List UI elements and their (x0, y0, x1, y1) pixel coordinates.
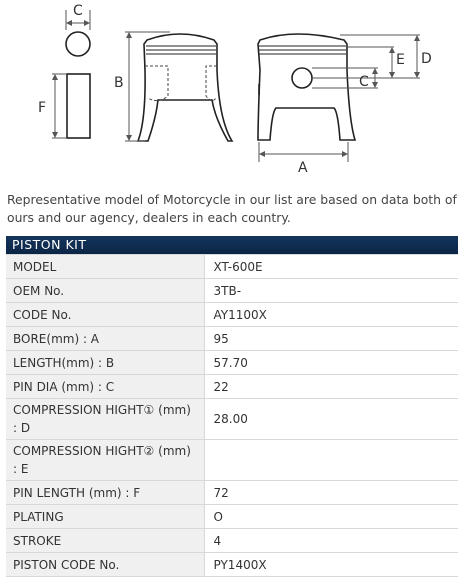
row-label: PLATING (6, 505, 204, 529)
label-f: F (38, 100, 47, 116)
spec-table (6, 254, 458, 577)
pin-circle (66, 32, 90, 56)
row-value: 95 (204, 327, 458, 351)
piston-diagram (0, 0, 464, 180)
row-label: COMPRESSION HIGHT② (mm) : E (6, 440, 204, 481)
row-value: 22 (204, 375, 458, 399)
table-row (6, 255, 458, 279)
description-text: Representative model of Motorcycle in our list are based on data both of ours and our agency, dealers in each country. (7, 192, 457, 225)
row-label: COMPRESSION HIGHT① (mm) : D (6, 399, 204, 440)
row-label: BORE(mm) : A (6, 327, 204, 351)
row-value: 72 (204, 481, 458, 505)
label-c-pin: C (359, 74, 369, 90)
table-row (6, 440, 458, 481)
row-value: 28.00 (204, 399, 458, 440)
row-value: 4 (204, 529, 458, 553)
pin-bore-circle (292, 68, 312, 88)
piston-kit-header: PISTON KIT (6, 236, 458, 254)
pin-side (67, 74, 90, 138)
row-label: PIN DIA (mm) : C (6, 375, 204, 399)
row-value: 3TB- (204, 279, 458, 303)
table-row (6, 529, 458, 553)
row-value: PY1400X (204, 553, 458, 577)
row-label: PISTON CODE No. (6, 553, 204, 577)
row-label: CODE No. (6, 303, 204, 327)
label-e: E (396, 52, 405, 68)
row-label: MODEL (6, 255, 204, 279)
table-row (6, 375, 458, 399)
table-row (6, 279, 458, 303)
row-value: O (204, 505, 458, 529)
row-value: AY1100X (204, 303, 458, 327)
row-label: LENGTH(mm) : B (6, 351, 204, 375)
row-label: PIN LENGTH (mm) : F (6, 481, 204, 505)
table-row (6, 399, 458, 440)
row-label: OEM No. (6, 279, 204, 303)
label-d: D (421, 51, 432, 67)
table-row (6, 351, 458, 375)
table-row (6, 303, 458, 327)
row-value: 57.70 (204, 351, 458, 375)
row-label: STROKE (6, 529, 204, 553)
row-value: XT-600E (204, 255, 458, 279)
table-row (6, 553, 458, 577)
table-row (6, 327, 458, 351)
row-value (204, 440, 458, 481)
label-c-small: C (73, 3, 83, 19)
table-row (6, 505, 458, 529)
label-a: A (298, 160, 308, 176)
table-row (6, 481, 458, 505)
label-b: B (114, 75, 124, 91)
